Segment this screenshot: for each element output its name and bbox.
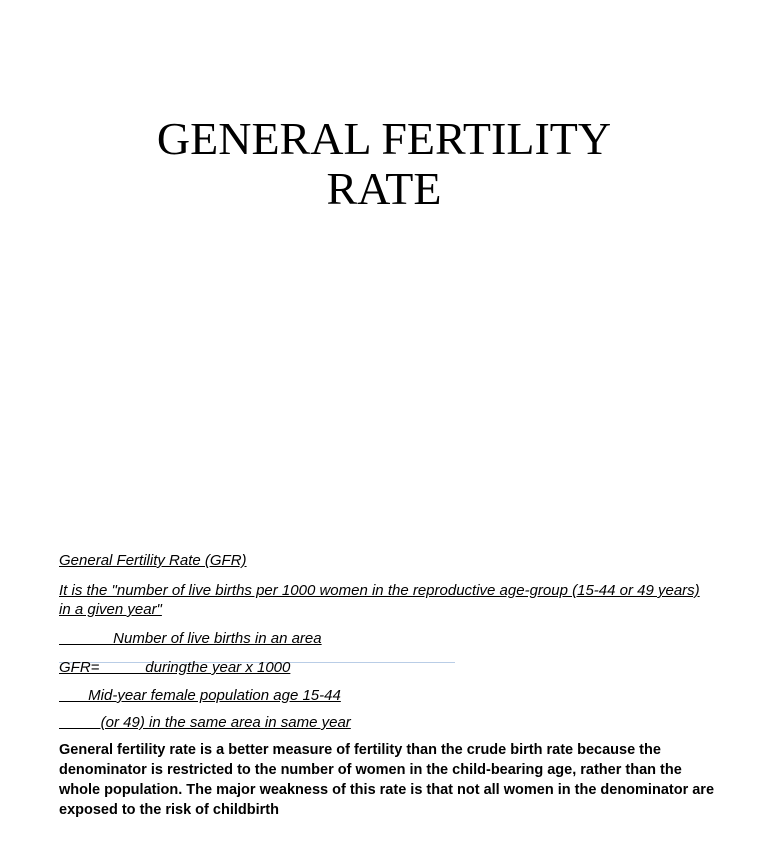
formula-numerator: Number of live births in an area [59, 630, 322, 647]
title-line-1: GENERAL FERTILITY [156, 113, 612, 164]
definition-text: It is the "number of live births per 1000 women in the reproductive age-group (15-44 or 49 years) in a given year" [59, 582, 700, 618]
explanation-paragraph: General fertility rate is a better measure of fertility than the crude birth rate because the denominator is restricted to the number of women in the child-bearing age, rather than the whole population. The major weakness of this rate is that not all women in the denominator are exposed to the risk of childbirth [59, 742, 715, 818]
title-line-2: RATE [326, 163, 442, 214]
formula-denominator: Mid-year female population age 15-44 [59, 687, 341, 704]
formula-denominator-cont: (or 49) in the same area in same year [59, 714, 351, 731]
formula-gfr: GFR= duringthe year x 1000 [59, 659, 291, 676]
document-title [0, 114, 768, 214]
section-heading: General Fertility Rate (GFR) [59, 552, 247, 569]
